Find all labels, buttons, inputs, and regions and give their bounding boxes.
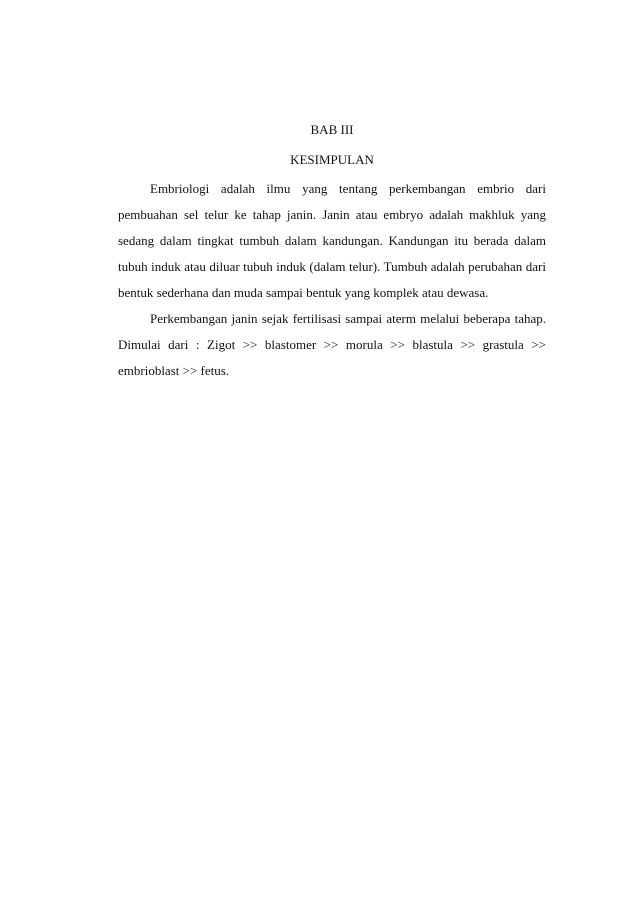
title-heading-container <box>118 152 546 168</box>
paragraph-embriologi: Embriologi adalah ilmu yang tentang perkembangan embrio dari pembuahan sel telur ke tahap janin. Janin atau embryo adalah makhluk yang sedang dalam tingkat tumbuh dalam kandungan. Kandungan itu berada dalam tubuh induk atau diluar tubuh induk (dalam telur). Tumbuh adalah perubahan dari bentuk sederhana dan muda sampai bentuk yang komplek atau dewasa. <box>118 181 546 300</box>
chapter-heading-container <box>118 122 546 138</box>
body-text <box>118 176 546 384</box>
section-title: KESIMPULAN <box>290 152 374 167</box>
chapter-heading: BAB III <box>310 122 354 137</box>
paragraph-perkembangan: Perkembangan janin sejak fertilisasi sampai aterm melalui beberapa tahap. Dimulai dari : Zigot >> blastomer >> morula >> blastula >> grastula >> embrioblast >> fetus. <box>118 311 546 378</box>
